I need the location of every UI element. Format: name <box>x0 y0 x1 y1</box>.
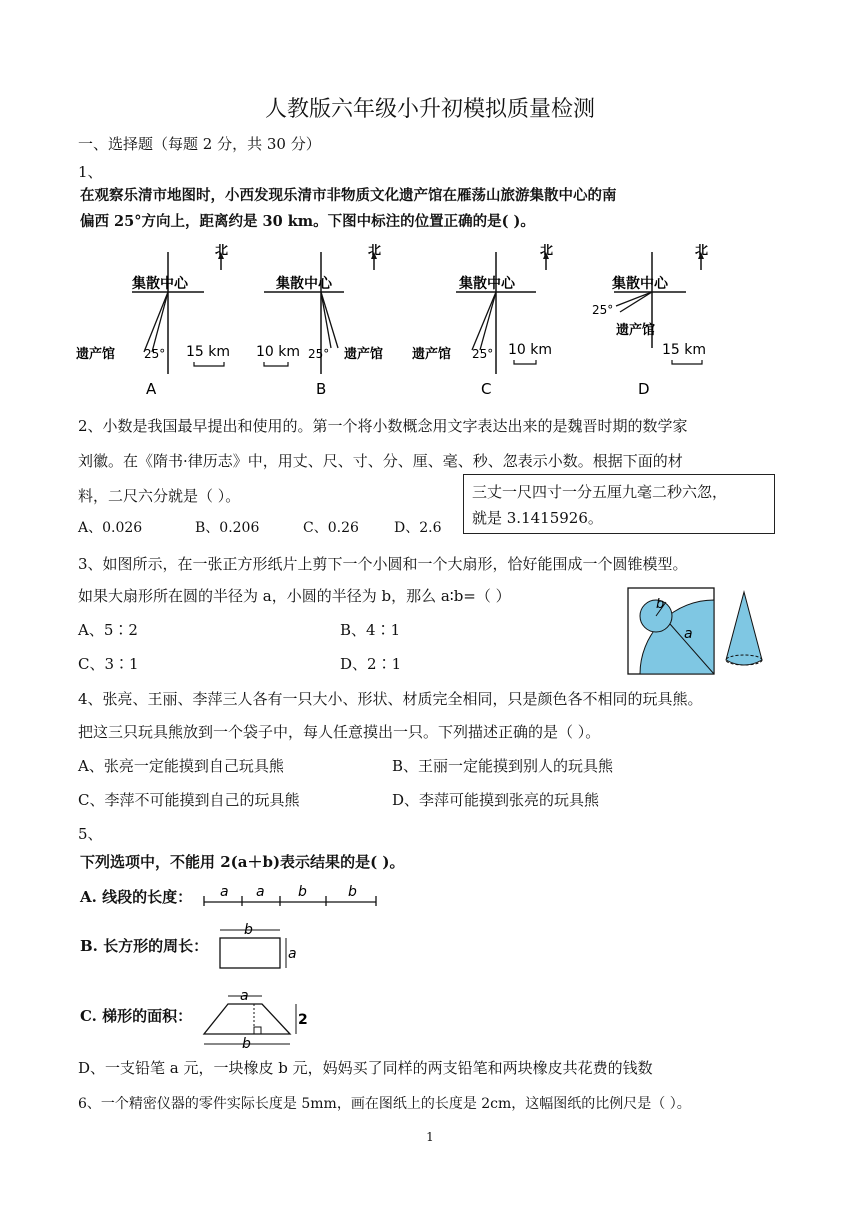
heritage-label: 遗产馆 <box>344 347 384 362</box>
heritage-label: 遗产馆 <box>412 347 452 362</box>
angle-label: 25° <box>308 347 330 361</box>
page-number: 1 <box>426 1130 434 1144</box>
q1-option-b-diagram <box>256 244 383 398</box>
q1-number: 1、 <box>78 163 103 181</box>
north-label: 北 <box>540 244 554 258</box>
var-a-label: a <box>256 884 265 900</box>
var-a-label: a <box>240 988 249 1004</box>
section-heading: 一、选择题（每题 2 分，共 30 分） <box>78 135 321 153</box>
q3-option-a: A、5∶2 <box>78 621 138 639</box>
var-b-label: b <box>244 922 253 938</box>
var-a-label: a <box>220 884 229 900</box>
var-a-label: a <box>684 626 693 642</box>
center-label: 集散中心 <box>459 276 515 292</box>
scale-label: 15 km <box>186 344 231 360</box>
page-title: 人教版六年级小升初模拟质量检测 <box>264 97 595 122</box>
scale-label: 10 km <box>256 344 301 360</box>
var-b-label: b <box>242 1036 251 1052</box>
q1-figure <box>76 244 776 406</box>
q2-line2: 刘徽。在《隋书·律历志》中，用丈、尺、寸、分、厘、毫、秒、忽表示小数。根据下面的材 <box>78 452 683 470</box>
north-label: 北 <box>695 244 709 258</box>
q3-option-c: C、3∶1 <box>78 655 139 673</box>
q2-box-line1: 三丈一尺四寸一分五厘九毫二秒六忽， <box>472 483 728 501</box>
scale-label: 15 km <box>662 342 707 358</box>
north-label: 北 <box>368 244 382 258</box>
var-b-label: b <box>348 884 357 900</box>
q3-option-b: B、4∶1 <box>340 621 401 639</box>
q2-option-a: A、0.026 <box>78 520 143 536</box>
heritage-label: 遗产馆 <box>616 323 656 338</box>
q2-option-b: B、0.206 <box>195 520 260 536</box>
num-2-label: 2 <box>298 1012 308 1028</box>
q5-option-c-label: C. 梯形的面积： <box>80 1007 193 1025</box>
center-label: 集散中心 <box>276 276 332 292</box>
q4-option-c: C、李萍不可能摸到自己的玩具熊 <box>78 791 300 809</box>
option-label: B <box>316 380 327 398</box>
q5-option-d: D、一支铅笔 a 元，一块橡皮 b 元，妈妈买了同样的两支铅笔和两块橡皮共花费的钱数 <box>78 1059 653 1077</box>
q4-option-a: A、张亮一定能摸到自己玩具熊 <box>78 757 284 775</box>
q5-text: 下列选项中，不能用 2(a＋b)表示结果的是( )。 <box>80 853 405 871</box>
q2-line3: 料，二尺六分就是（ ）。 <box>78 487 241 505</box>
q4-line2: 把这三只玩具熊放到一个袋子中，每人任意摸出一只。下列描述正确的是（ ）。 <box>78 723 601 741</box>
q1-text-line1: 在观察乐清市地图时，小西发现乐清市非物质文化遗产馆在雁荡山旅游集散中心的南 <box>80 187 617 204</box>
heritage-label: 遗产馆 <box>76 347 116 362</box>
q6-line1: 6、一个精密仪器的零件实际长度是 5mm，画在图纸上的长度是 2cm，这幅图纸的比例尺是（ ）。 <box>78 1096 691 1112</box>
q5-figures <box>196 878 396 1054</box>
angle-label: 25° <box>472 347 494 361</box>
q3-option-d: D、2∶1 <box>340 655 402 673</box>
q1-option-a-diagram <box>76 244 230 398</box>
q3-line2: 如果大扇形所在圆的半径为 a，小圆的半径为 b，那么 a∶b=（ ） <box>78 587 511 605</box>
angle-label: 25° <box>144 347 166 361</box>
q5-option-a-label: A. 线段的长度： <box>80 888 193 906</box>
option-label: A <box>146 380 157 398</box>
q2-option-d: D、2.6 <box>394 520 442 536</box>
var-b-label: b <box>298 884 307 900</box>
center-label: 集散中心 <box>612 276 668 292</box>
q4-option-b: B、王丽一定能摸到别人的玩具熊 <box>392 757 614 775</box>
q2-material-box <box>463 474 775 534</box>
q5-option-b-label: B. 长方形的周长： <box>80 937 209 955</box>
q2-option-c: C、0.26 <box>303 520 359 536</box>
q1-option-d-diagram <box>592 244 708 398</box>
var-b-label: b <box>656 597 665 612</box>
q3-figure <box>626 586 776 678</box>
center-label: 集散中心 <box>132 276 188 292</box>
q4-option-d: D、李萍可能摸到张亮的玩具熊 <box>392 791 600 809</box>
option-label: C <box>481 380 492 398</box>
var-a-label: a <box>288 946 297 962</box>
angle-label: 25° <box>592 303 614 317</box>
q1-option-c-diagram <box>412 244 553 398</box>
q1-text-line2: 偏西 25°方向上，距离约是 30 km。下图中标注的位置正确的是( )。 <box>80 213 535 230</box>
q4-line1: 4、张亮、王丽、李萍三人各有一只大小、形状、材质完全相同，只是颜色各不相同的玩具熊。 <box>78 690 703 708</box>
scale-label: 10 km <box>508 342 553 358</box>
option-label: D <box>638 380 650 398</box>
q5-number: 5、 <box>78 825 103 843</box>
north-label: 北 <box>215 244 229 258</box>
q2-box-line2: 就是 3.1415926。 <box>472 509 603 527</box>
q3-line1: 3、如图所示，在一张正方形纸片上剪下一个小圆和一个大扇形，恰好能围成一个圆锥模型。 <box>78 555 688 573</box>
q2-line1: 2、小数是我国最早提出和使用的。第一个将小数概念用文字表达出来的是魏晋时期的数学家 <box>78 417 688 435</box>
